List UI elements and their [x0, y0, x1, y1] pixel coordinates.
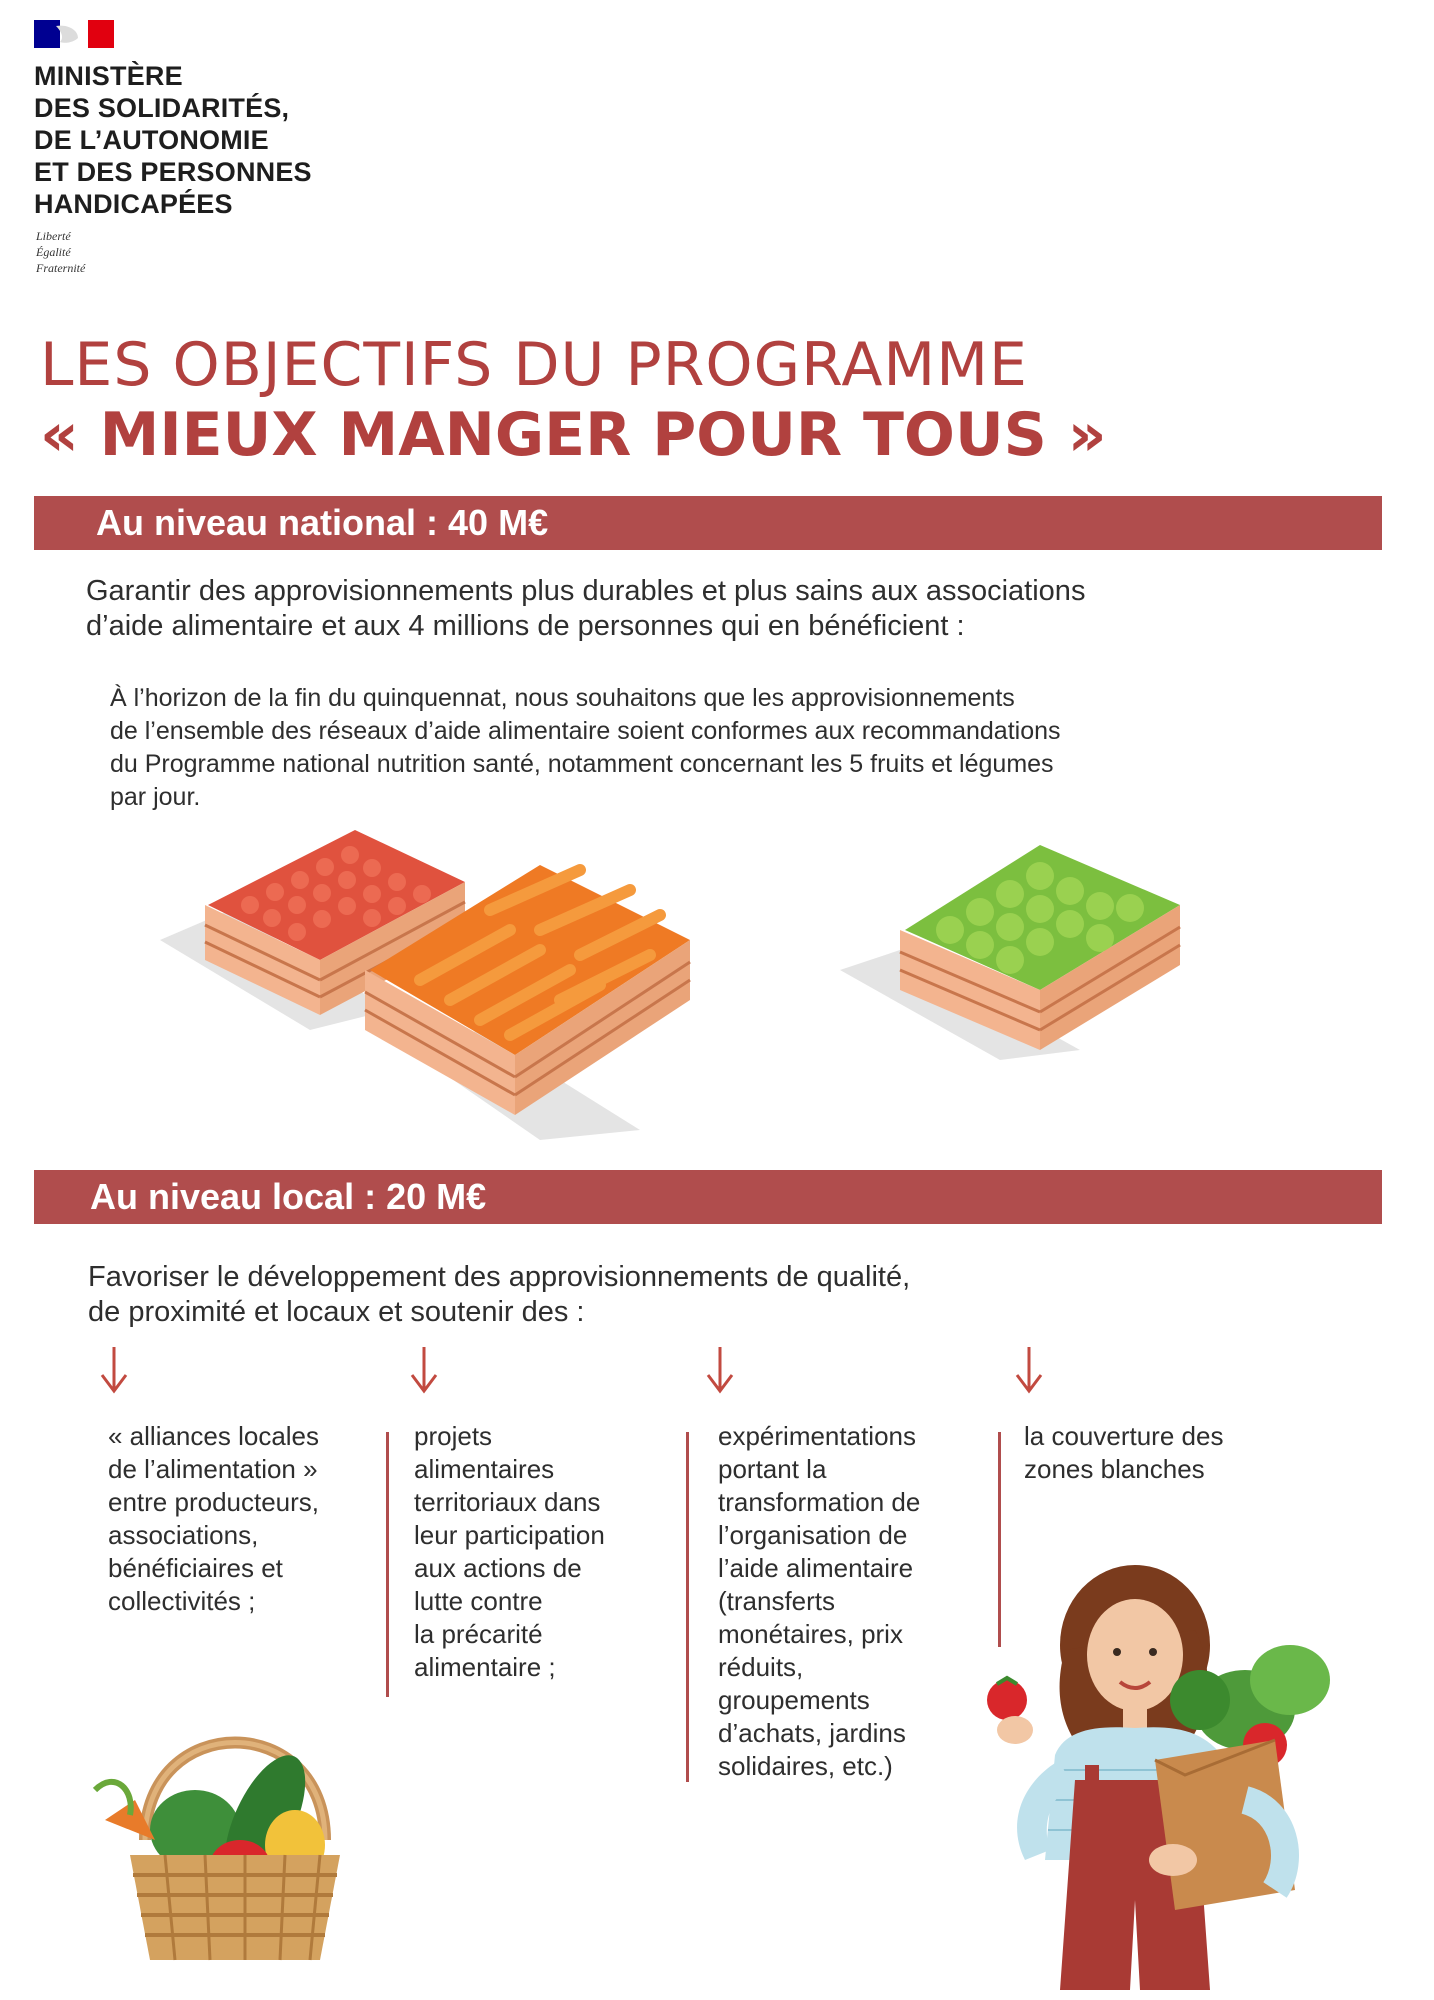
woman-with-groceries: [945, 1560, 1375, 1990]
column-line: de l’alimentation »: [108, 1454, 318, 1484]
ministry-line: ET DES PERSONNES: [34, 157, 312, 187]
national-lead-line: Garantir des approvisionnements plus durables et plus sains aux associations: [86, 575, 1086, 607]
down-arrow-icon: [1014, 1345, 1044, 1395]
national-body-line: À l’horizon de la fin du quinquennat, nous souhaitons que les approvisionnements: [110, 684, 1015, 712]
column-zones-blanches: [1024, 1420, 1294, 1486]
ministry-line: HANDICAPÉES: [34, 189, 233, 219]
local-lead: [88, 1260, 1338, 1330]
column-line: expérimentations: [718, 1421, 916, 1451]
motto-line: Fraternité: [36, 261, 86, 275]
column-line: associations,: [108, 1520, 259, 1550]
column-projets: [414, 1420, 674, 1684]
column-line: aux actions de: [414, 1553, 582, 1583]
column-divider: [386, 1432, 389, 1697]
national-heading: Au niveau national : 40 M€: [96, 502, 549, 543]
republic-motto: [36, 228, 156, 276]
national-body-line: de l’ensemble des réseaux d’aide alimentaire soient conformes aux recommandations: [110, 717, 1061, 745]
page-title-line2: « MIEUX MANGER POUR TOUS »: [40, 400, 1107, 470]
column-line: alimentaires: [414, 1454, 555, 1484]
column-line: monétaires, prix: [718, 1619, 903, 1649]
column-line: d’achats, jardins: [718, 1718, 906, 1748]
column-line: projets: [414, 1421, 493, 1451]
column-line: la précarité: [414, 1619, 543, 1649]
vegetable-basket: [75, 1690, 395, 1970]
column-line: l’aide alimentaire: [718, 1553, 914, 1583]
national-body: [110, 682, 1350, 814]
ministry-line: DES SOLIDARITÉS,: [34, 93, 290, 123]
column-line: (transferts: [718, 1586, 836, 1616]
column-line: lutte contre: [414, 1586, 543, 1616]
column-line: la couverture des: [1024, 1421, 1224, 1451]
column-line: réduits,: [718, 1652, 804, 1682]
motto-line: Liberté: [36, 229, 71, 243]
column-line: bénéficiaires et: [108, 1553, 283, 1583]
national-body-line: du Programme national nutrition santé, notamment concernant les 5 fruits et légumes: [110, 750, 1054, 778]
column-line: groupements: [718, 1685, 870, 1715]
local-lead-line: Favoriser le développement des approvisionnements de qualité,: [88, 1261, 911, 1293]
down-arrow-icon: [705, 1345, 735, 1395]
column-line: portant la: [718, 1454, 827, 1484]
ministry-line: DE L’AUTONOMIE: [34, 125, 269, 155]
motto-line: Égalité: [36, 245, 71, 259]
national-lead: [86, 574, 1336, 644]
column-alliances: [108, 1420, 378, 1618]
national-lead-line: d’aide alimentaire et aux 4 millions de personnes qui en bénéficient :: [86, 610, 965, 642]
crates-illustration: [160, 810, 1220, 1140]
column-line: collectivités ;: [108, 1586, 256, 1616]
down-arrow-icon: [409, 1345, 439, 1395]
column-line: territoriaux dans: [414, 1487, 601, 1517]
column-line: zones blanches: [1024, 1454, 1205, 1484]
column-line: entre producteurs,: [108, 1487, 320, 1517]
local-heading: Au niveau local : 20 M€: [90, 1176, 487, 1217]
local-section-bar: [34, 1170, 1382, 1224]
national-body-line: par jour.: [110, 783, 201, 811]
ministry-name: [34, 60, 374, 220]
column-line: alimentaire ;: [414, 1652, 556, 1682]
column-line: « alliances locales: [108, 1421, 320, 1451]
local-lead-line: de proximité et locaux et soutenir des :: [88, 1296, 585, 1328]
down-arrow-icon: [99, 1345, 129, 1395]
column-line: transformation de: [718, 1487, 921, 1517]
column-divider: [686, 1432, 689, 1782]
national-section-bar: [34, 496, 1382, 550]
page-title-line1: LES OBJECTIFS DU PROGRAMME: [40, 330, 1028, 400]
marianne-flag-logo: [34, 20, 114, 48]
column-line: l’organisation de: [718, 1520, 908, 1550]
column-line: solidaires, etc.): [718, 1751, 893, 1781]
column-line: leur participation: [414, 1520, 605, 1550]
ministry-line: MINISTÈRE: [34, 61, 183, 91]
